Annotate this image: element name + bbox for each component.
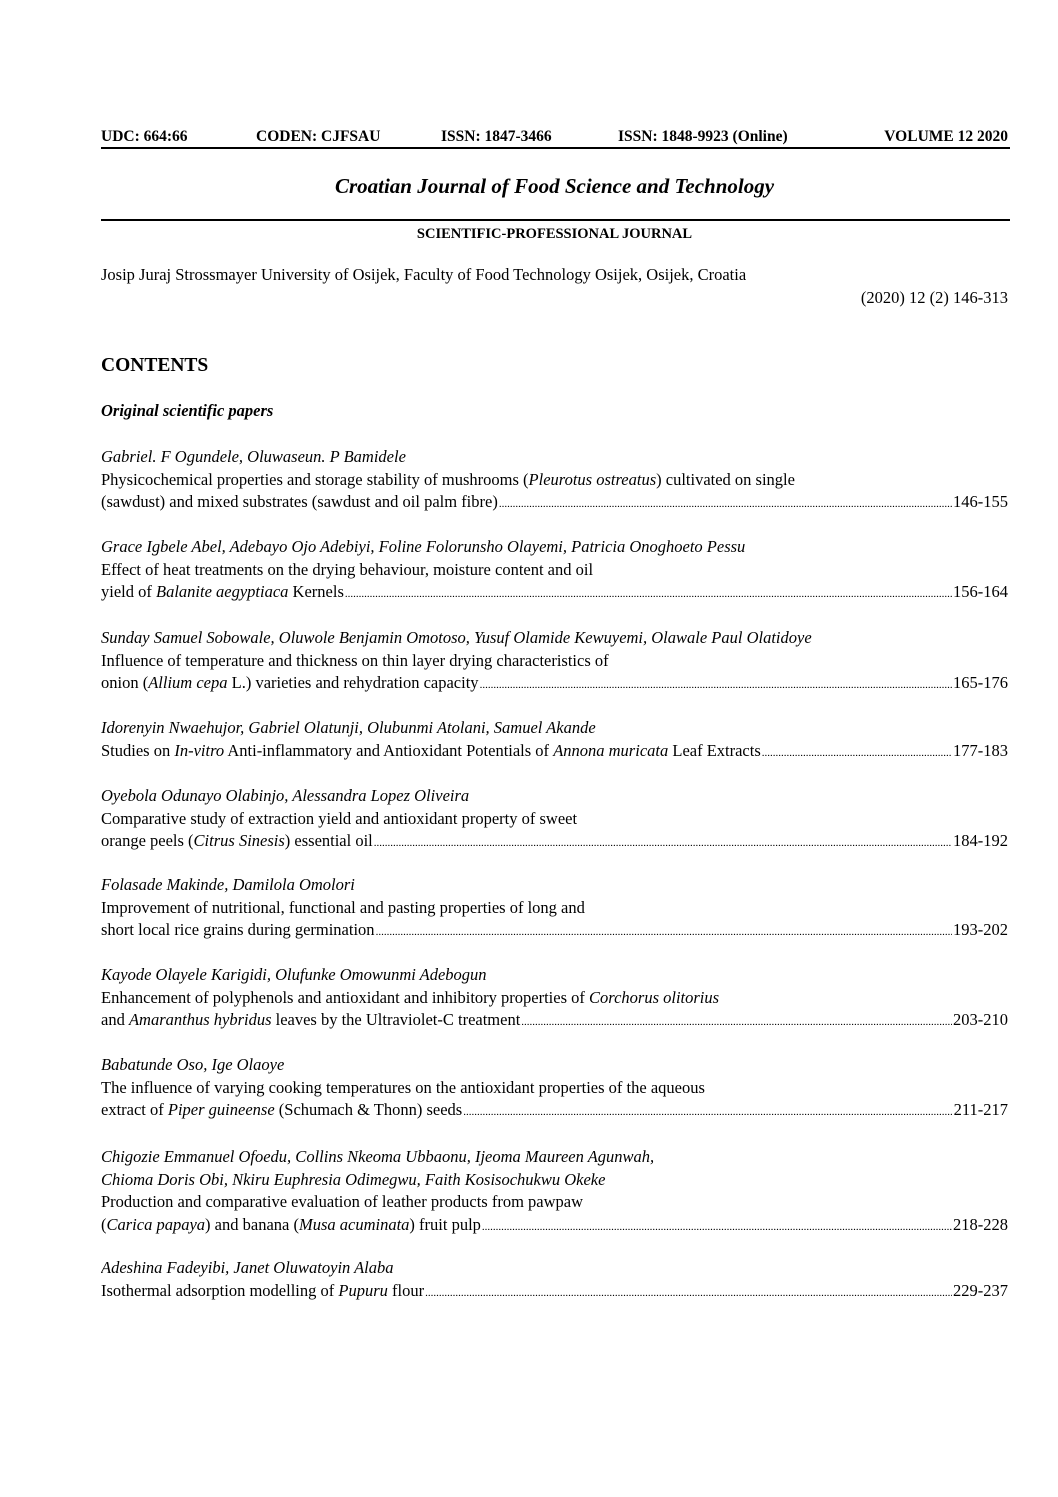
dot-leader xyxy=(376,921,952,942)
entry-title-text: Comparative study of extraction yield and antioxidant property of sweet xyxy=(101,808,578,828)
entry-page-range: 218-228 xyxy=(953,1214,1008,1234)
entry-title-italic: In-vitro xyxy=(174,740,225,760)
contents-entry[interactable] xyxy=(101,1146,1008,1236)
entry-title-line xyxy=(101,1280,1008,1303)
entry-authors: Babatunde Oso, Ige Olaoye xyxy=(101,1055,285,1074)
entry-title-line xyxy=(101,987,1008,1010)
udc-code: UDC: 664:66 xyxy=(101,128,188,145)
entry-title-italic: Pleurotus ostreatus xyxy=(528,469,657,489)
entry-title-line xyxy=(101,808,1008,831)
entry-authors: Chigozie Emmanuel Ofoedu, Collins Nkeoma Ubbaonu, Ijeoma Maureen Agunwah, xyxy=(101,1147,655,1166)
dot-leader xyxy=(762,742,952,763)
dot-leader xyxy=(463,1101,952,1122)
entry-title-text: short local rice grains during germination xyxy=(101,920,375,940)
entry-authors: Kayode Olayele Karigidi, Olufunke Omowunmi Adebogun xyxy=(101,965,487,984)
entry-title-text: Improvement of nutritional, functional and pasting properties of long and xyxy=(101,897,585,917)
dot-leader xyxy=(345,583,952,604)
entry-title-text: onion ( xyxy=(101,673,149,693)
entry-title-italic: Citrus Sinesis xyxy=(193,831,285,851)
entry-title-line xyxy=(101,650,1008,673)
dot-leader xyxy=(425,1282,952,1303)
contents-entry[interactable] xyxy=(101,536,1008,604)
contents-entry[interactable] xyxy=(101,717,1008,762)
entry-title-text: yield of xyxy=(101,582,156,602)
entry-title-italic: Balanite aegyptiaca xyxy=(156,582,289,602)
dot-leader xyxy=(499,493,952,514)
entry-page-range: 184-192 xyxy=(953,831,1008,851)
entry-page-range: 229-237 xyxy=(953,1280,1008,1300)
entry-title-italic: Piper guineense xyxy=(167,1100,275,1120)
entry-authors: Chioma Doris Obi, Nkiru Euphresia Odimegwu, Faith Kosisochukwu Okeke xyxy=(101,1169,606,1189)
contents-entry[interactable] xyxy=(101,874,1008,942)
entry-authors: Oyebola Odunayo Olabinjo, Alessandra Lopez Oliveira xyxy=(101,786,470,805)
entry-page-range: 165-176 xyxy=(953,673,1008,693)
entry-title-text: ) essential oil xyxy=(284,831,373,851)
entry-title-italic: Allium cepa xyxy=(148,673,228,693)
entry-title-text: ) fruit pulp xyxy=(409,1214,481,1234)
header-rule xyxy=(101,147,1010,149)
dot-leader xyxy=(482,1216,952,1237)
title-rule xyxy=(101,219,1010,221)
volume-label: VOLUME 12 2020 xyxy=(884,128,1008,145)
journal-type: SCIENTIFIC-PROFESSIONAL JOURNAL xyxy=(416,226,693,242)
entry-title-text: (sawdust) and mixed substrates (sawdust and oil palm fibre) xyxy=(101,492,498,512)
entry-authors: Adeshina Fadeyibi, Janet Oluwatoyin Alaba xyxy=(101,1258,394,1277)
entry-title-text: leaves by the Ultraviolet-C treatment xyxy=(271,1010,521,1030)
entry-title-text: Effect of heat treatments on the drying behaviour, moisture content and oil xyxy=(101,559,594,579)
entry-title-text: Production and comparative evaluation of leather products from pawpaw xyxy=(101,1192,584,1212)
contents-entry[interactable] xyxy=(101,1257,1008,1302)
contents-entry[interactable] xyxy=(101,964,1008,1032)
entry-title-italic: Carica papaya xyxy=(106,1214,206,1234)
issue-reference: (2020) 12 (2) 146-313 xyxy=(860,288,1008,307)
entry-title-text: The influence of varying cooking temperatures on the antioxidant properties of the aqueous xyxy=(101,1077,705,1097)
contents-heading: CONTENTS xyxy=(101,355,209,376)
entry-title-text: (Schumach & Thonn) seeds xyxy=(274,1100,463,1120)
entry-title-line xyxy=(101,1191,1008,1214)
entry-authors: Grace Igbele Abel, Adebayo Ojo Adebiyi, Foline Folorunsho Olayemi, Patricia Onoghoeto Pessu xyxy=(101,537,746,556)
dot-leader xyxy=(480,674,952,695)
entry-page-range: 177-183 xyxy=(953,740,1008,760)
contents-entry[interactable] xyxy=(101,446,1008,514)
entry-title-text: Physicochemical properties and storage stability of mushrooms ( xyxy=(101,469,529,489)
entry-title-text: and xyxy=(101,1010,129,1030)
entry-authors: Idorenyin Nwaehujor, Gabriel Olatunji, Olubunmi Atolani, Samuel Akande xyxy=(101,718,596,737)
entry-title-line xyxy=(101,469,1008,492)
entry-title-text: Leaf Extracts xyxy=(668,740,761,760)
entry-title-text: Studies on xyxy=(101,740,175,760)
coden-code: CODEN: CJFSAU xyxy=(256,128,381,145)
entry-title-text: orange peels ( xyxy=(101,831,194,851)
institution: Josip Juraj Strossmayer University of Osijek, Faculty of Food Technology Osijek, Osijek, Croatia xyxy=(101,265,747,284)
journal-header-row xyxy=(101,127,1008,147)
entry-title-text: Kernels xyxy=(288,582,344,602)
dot-leader xyxy=(521,1011,952,1032)
entry-page-range: 146-155 xyxy=(953,492,1008,512)
entry-title-text: Anti-inflammatory and Antioxidant Potentials of xyxy=(224,740,554,760)
entry-authors: Gabriel. F Ogundele, Oluwaseun. P Bamidele xyxy=(101,447,406,466)
entry-title-text: Isothermal adsorption modelling of xyxy=(101,1280,339,1300)
contents-entry[interactable] xyxy=(101,785,1008,853)
issn-print: ISSN: 1847-3466 xyxy=(441,128,552,145)
entry-title-italic: Corchorus olitorius xyxy=(589,987,720,1007)
entry-page-range: 203-210 xyxy=(953,1010,1008,1030)
entry-title-italic: Musa acuminata xyxy=(298,1214,410,1234)
entry-title-line xyxy=(101,919,1008,942)
entry-title-line xyxy=(101,1077,1008,1100)
entry-title-text: flour xyxy=(387,1280,425,1300)
issn-online: ISSN: 1848-9923 (Online) xyxy=(618,128,788,145)
entry-title-line xyxy=(101,1009,1008,1032)
entry-title-italic: Amaranthus hybridus xyxy=(128,1010,272,1030)
entry-title-text: ( xyxy=(101,1214,107,1234)
entry-title-text: L.) varieties and rehydration capacity xyxy=(227,673,479,693)
entry-page-range: 211-217 xyxy=(953,1100,1008,1120)
entry-title-line xyxy=(101,491,1008,514)
entry-title-text: extract of xyxy=(101,1100,168,1120)
entry-page-range: 193-202 xyxy=(953,920,1008,940)
contents-entry[interactable] xyxy=(101,627,1008,695)
entry-title-line xyxy=(101,740,1008,763)
entry-title-italic: Annona muricata xyxy=(553,740,669,760)
entry-authors: Sunday Samuel Sobowale, Oluwole Benjamin Omotoso, Yusuf Olamide Kewuyemi, Olawale Paul Olatidoye xyxy=(101,628,812,647)
entry-title-line xyxy=(101,897,1008,920)
entry-title-text: ) cultivated on single xyxy=(656,469,795,489)
entry-title-text: ) and banana ( xyxy=(205,1214,299,1234)
entry-title-line xyxy=(101,672,1008,695)
section-heading: Original scientific papers xyxy=(101,401,274,420)
entry-page-range: 156-164 xyxy=(953,582,1008,602)
entry-title-line xyxy=(101,559,1008,582)
entry-title-line xyxy=(101,581,1008,604)
entry-title-text: Enhancement of polyphenols and antioxidant and inhibitory properties of xyxy=(101,987,590,1007)
entry-authors: Folasade Makinde, Damilola Omolori xyxy=(101,875,355,894)
entry-title-text: Influence of temperature and thickness on thin layer drying characteristics of xyxy=(101,650,609,670)
journal-title: Croatian Journal of Food Science and Technology xyxy=(334,174,775,198)
contents-entry[interactable] xyxy=(101,1054,1008,1122)
entry-title-italic: Pupuru xyxy=(338,1280,388,1300)
dot-leader xyxy=(374,832,952,853)
entry-title-line xyxy=(101,1099,1008,1122)
entry-title-line xyxy=(101,1214,1008,1237)
entry-title-line xyxy=(101,830,1008,853)
